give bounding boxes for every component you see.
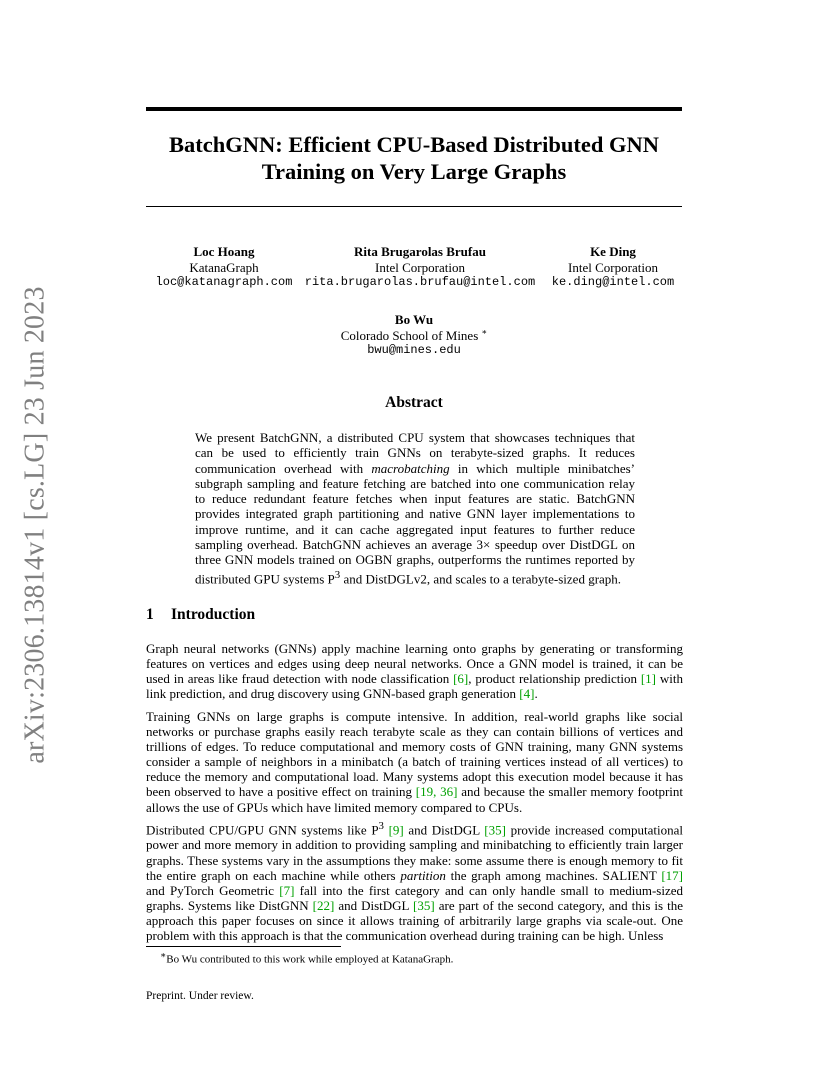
footnote xyxy=(160,950,453,966)
abstract-superscript: 3 xyxy=(334,568,341,581)
author-affiliation-text: Colorado School of Mines xyxy=(340,327,479,343)
intro-paragraph-3 xyxy=(146,819,683,943)
intro-paragraph-1 xyxy=(146,641,683,701)
paragraph-text: provide increased computational power and more memory in addition to providing sampling and minibatching to efficiently train larger graphs. These systems vary in the assumptions they make: some assume there is enough memory to fit the entire graph on each machine while others xyxy=(146,822,683,883)
citation-link[interactable]: [1] xyxy=(640,671,656,687)
title-top-rule xyxy=(146,107,682,111)
author-affiliation: Intel Corporation xyxy=(375,259,465,275)
citation-link[interactable]: [4] xyxy=(519,686,535,702)
arxiv-identifier-stamp xyxy=(14,286,58,764)
author-name: Loc Hoang xyxy=(193,244,255,259)
paper-title xyxy=(146,131,682,185)
citation-link[interactable]: [17] xyxy=(661,867,683,883)
abstract-body xyxy=(195,430,635,586)
citation-link[interactable]: [35] xyxy=(413,897,435,913)
author-email[interactable]: rita.brugarolas.brufau@intel.com xyxy=(304,275,536,289)
intro-paragraph-2 xyxy=(146,709,683,815)
footnote-mark[interactable]: ∗ xyxy=(481,326,488,337)
author-name: Bo Wu xyxy=(394,312,434,327)
author-affiliation: Intel Corporation xyxy=(568,259,658,275)
author-block-bo-wu xyxy=(314,312,514,359)
page-footer: Preprint. Under review. xyxy=(146,990,254,1002)
author-affiliation xyxy=(314,328,514,344)
citation-link[interactable]: [22] xyxy=(312,897,335,913)
arxiv-stamp-text: arXiv:2306.13814v1 [cs.LG] 23 Jun 2023 xyxy=(20,286,52,764)
paragraph-emphasis: partition xyxy=(400,867,446,883)
author-block-rita-brugarolas-brufau xyxy=(300,244,540,291)
citation-link[interactable]: [6] xyxy=(453,671,469,687)
author-name: Ke Ding xyxy=(590,244,636,259)
title-line-2: Training on Very Large Graphs xyxy=(261,159,567,184)
author-email[interactable]: ke.ding@intel.com xyxy=(551,275,675,289)
footnote-rule xyxy=(146,946,341,947)
abstract-heading: Abstract xyxy=(385,394,443,411)
author-name: Rita Brugarolas Brufau xyxy=(354,244,486,259)
author-block-loc-hoang xyxy=(148,244,300,291)
paragraph-text: Distributed CPU/GPU GNN systems like P xyxy=(146,822,379,838)
citation-link[interactable]: [35] xyxy=(484,822,506,838)
paragraph-text: and DistDGL xyxy=(334,897,414,913)
citation-link[interactable]: [7] xyxy=(279,882,295,898)
citation-link[interactable]: [19, 36] xyxy=(415,784,458,800)
citation-link[interactable]: [9] xyxy=(388,822,404,838)
superscript: 3 xyxy=(378,820,384,832)
paragraph-text: with link prediction, and drug discovery using GNN-based graph generation xyxy=(146,671,683,702)
author-email[interactable]: loc@katanagraph.com xyxy=(155,275,293,289)
paragraph-text: and DistDGL xyxy=(403,822,485,838)
paragraph-text: , product relationship prediction xyxy=(468,671,641,687)
footnote-mark: ∗ xyxy=(160,950,167,960)
paragraph-text: are part of the second category, and this is the approach this paper focuses on since it allows training of arbitrarily large graphs via scale-out. One problem with this approach is that the communication overhead during training can be high. Unless xyxy=(146,897,683,943)
section-title: Introduction xyxy=(171,606,256,623)
paragraph-text: . xyxy=(534,686,538,702)
author-affiliation: KatanaGraph xyxy=(189,259,259,275)
paragraph-text: and PyTorch Geometric xyxy=(146,882,280,898)
paragraph-text: Graph neural networks (GNNs) apply machine learning onto graphs by generating or transforming features on vertices and edges using deep neural networks. Once a GNN model is trained, it can be used in areas like fraud detection with node classification xyxy=(146,641,683,687)
author-block-ke-ding xyxy=(546,244,680,291)
abstract-text: and DistDGLv2, and scales to a terabyte-sized graph. xyxy=(340,571,622,586)
title-line-1: BatchGNN: Efficient CPU-Based Distributed GNN xyxy=(169,132,659,157)
abstract-text: in which multiple minibatches’ subgraph sampling and feature fetching are batched into one communication relay to reduce redundant feature fetches when input features are static. BatchGNN provides integrated graph partitioning and native GNN layer implementations to improve runtime, and it can cache aggregated input features to further reduce sampling overhead. BatchGNN achieves an average 3× speedup over DistDGL on three GNN models trained on OGBN graphs, outperforms the runtimes reported by distributed GPU systems P xyxy=(195,460,635,586)
title-bottom-rule xyxy=(146,206,682,207)
section-heading-introduction xyxy=(146,606,255,624)
footnote-text: Bo Wu contributed to this work while employed at KatanaGraph. xyxy=(166,953,454,966)
section-number: 1 xyxy=(146,606,154,623)
abstract-emphasis: macrobatching xyxy=(371,460,450,476)
abstract-text: We present BatchGNN, a distributed CPU system that showcases techniques that can be used to efficiently train GNNs on terabyte-sized graphs. It reduces communication overhead with xyxy=(195,430,635,476)
paragraph-text: Training GNNs on large graphs is compute intensive. In addition, real-world graphs like social networks or purchase graphs easily reach terabyte scale as they can contain billions of vertices and trillions of edges. To reduce computational and memory costs of GNN training, many GNN systems consider a sample of neighbors in a minibatch (a batch of training vertices instead of all vertices) to reduce the memory and computational load. Many systems adopt this execution model because it has been observed to have a positive effect on training xyxy=(146,709,683,800)
paragraph-text: and because the smaller memory footprint allows the use of GPUs which have limited memory compared to CPUs. xyxy=(146,784,683,815)
paragraph-text: the graph among machines. SALIENT xyxy=(445,867,662,883)
paragraph-text: fall into the first category and can only handle small to medium-sized graphs. Systems like DistGNN xyxy=(146,882,684,913)
author-email[interactable]: bwu@mines.edu xyxy=(367,343,461,357)
